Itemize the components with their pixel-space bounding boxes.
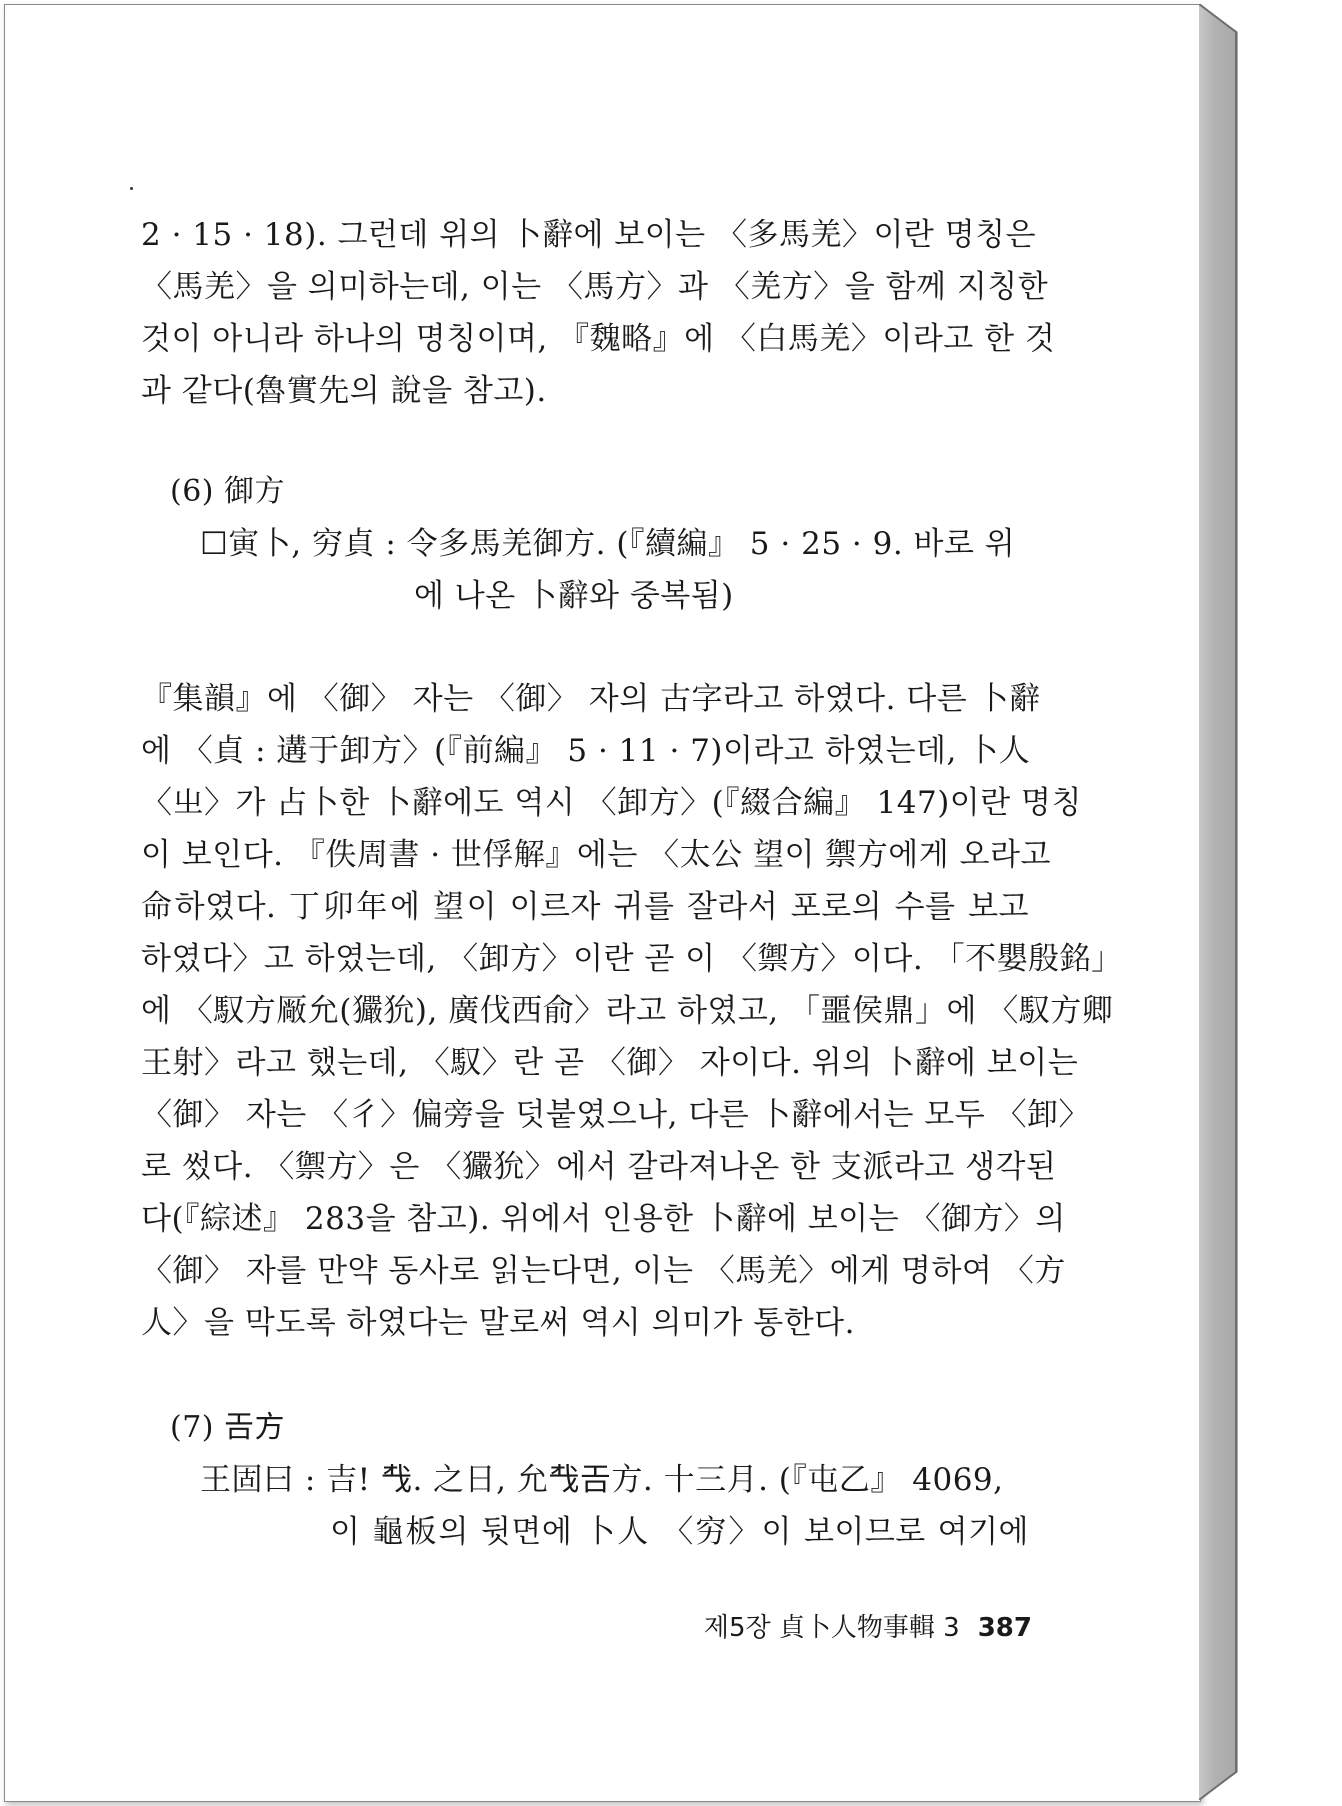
paragraph2-line-10: 로 썼다. 〈禦方〉은 〈玁狁〉에서 갈라져나온 한 支派라고 생각된 [141, 1149, 1057, 1185]
paragraph2-line-13: 人〉을 막도록 하였다는 말로써 역시 의미가 통한다. [141, 1305, 855, 1341]
section6-heading: (6) 御方 [170, 474, 286, 509]
paragraph1-line-4: 과 같다(魯實先의 說을 참고). [141, 373, 547, 409]
paragraph2-line-5: 命하였다. 丁卯年에 望이 이르자 귀를 잘라서 포로의 수를 보고 [141, 889, 1029, 925]
section6-quote-line-1: ☐寅卜, 穷貞 : 令多馬羌御方. (『續編』 5 · 25 · 9. 바로 위 [200, 526, 1016, 562]
paragraph1-line-1: 2 · 15 · 18). 그런데 위의 卜辭에 보이는 〈多馬羌〉이란 명칭은 [141, 217, 1037, 253]
section6-quote-line-2: 에 나온 卜辭와 중복됨) [414, 578, 734, 614]
paragraph2-line-2: 에 〈貞 : 遘于卸方〉(『前編』 5 · 11 · 7)이라고 하였는데, 卜人 [141, 733, 1031, 769]
page-footer [680, 1612, 1032, 1644]
paragraph2-line-8: 王射〉라고 했는데, 〈馭〉란 곧 〈御〉 자이다. 위의 卜辭에 보이는 [141, 1045, 1079, 1081]
paragraph2-line-6: 하였다〉고 하였는데, 〈卸方〉이란 곧 이 〈禦方〉이다. 「不嬰殷銘」 [141, 941, 1123, 977]
page-stack-edge [1199, 4, 1238, 1800]
section7-quote-line-2: 이 龜板의 뒷면에 卜人 〈穷〉이 보이므로 여기에 [330, 1514, 1029, 1550]
section7-quote-line-1: 王固曰 : 吉! 𢦔. 之日, 允𢦔𢀛方. 十三月. (『屯乙』 4069, [200, 1462, 1004, 1498]
ink-dot [130, 187, 133, 190]
paragraph2-line-12: 〈御〉 자를 만약 동사로 읽는다면, 이는 〈馬羌〉에게 명하여 〈方 [141, 1253, 1066, 1289]
paragraph2-line-3: 〈㞢〉가 占卜한 卜辭에도 역시 〈卸方〉(『綴合編』 147)이란 명칭 [141, 785, 1082, 821]
page-number: 387 [977, 1613, 1032, 1643]
paragraph2-line-9: 〈御〉 자는 〈彳〉偏旁을 덧붙였으나, 다른 卜辭에서는 모두 〈卸〉 [141, 1097, 1091, 1133]
section7-heading: (7) 𢀛方 [170, 1410, 286, 1445]
paragraph1-line-3: 것이 아니라 하나의 명칭이며, 『魏略』에 〈白馬羌〉이라고 한 것 [141, 321, 1056, 357]
paragraph2-line-4: 이 보인다. 『佚周書 · 世俘解』에는 〈太公 望이 禦方에게 오라고 [141, 837, 1051, 873]
running-chapter-title: 제5장 貞卜人物事輯 3 [703, 1613, 960, 1643]
paragraph2-line-1: 『集韻』에 〈御〉 자는 〈御〉 자의 古字라고 하였다. 다른 卜辭 [141, 681, 1041, 717]
paragraph1-line-2: 〈馬羌〉을 의미하는데, 이는 〈馬方〉과 〈羌方〉을 함께 지칭한 [141, 269, 1049, 305]
paragraph2-line-11: 다(『綜述』 283을 참고). 위에서 인용한 卜辭에 보이는 〈御方〉의 [141, 1201, 1066, 1237]
paragraph2-line-7: 에 〈馭方厰允(玁狁), 廣伐西俞〉라고 하였고, 「噩侯鼎」에 〈馭方卿 [141, 993, 1114, 1029]
